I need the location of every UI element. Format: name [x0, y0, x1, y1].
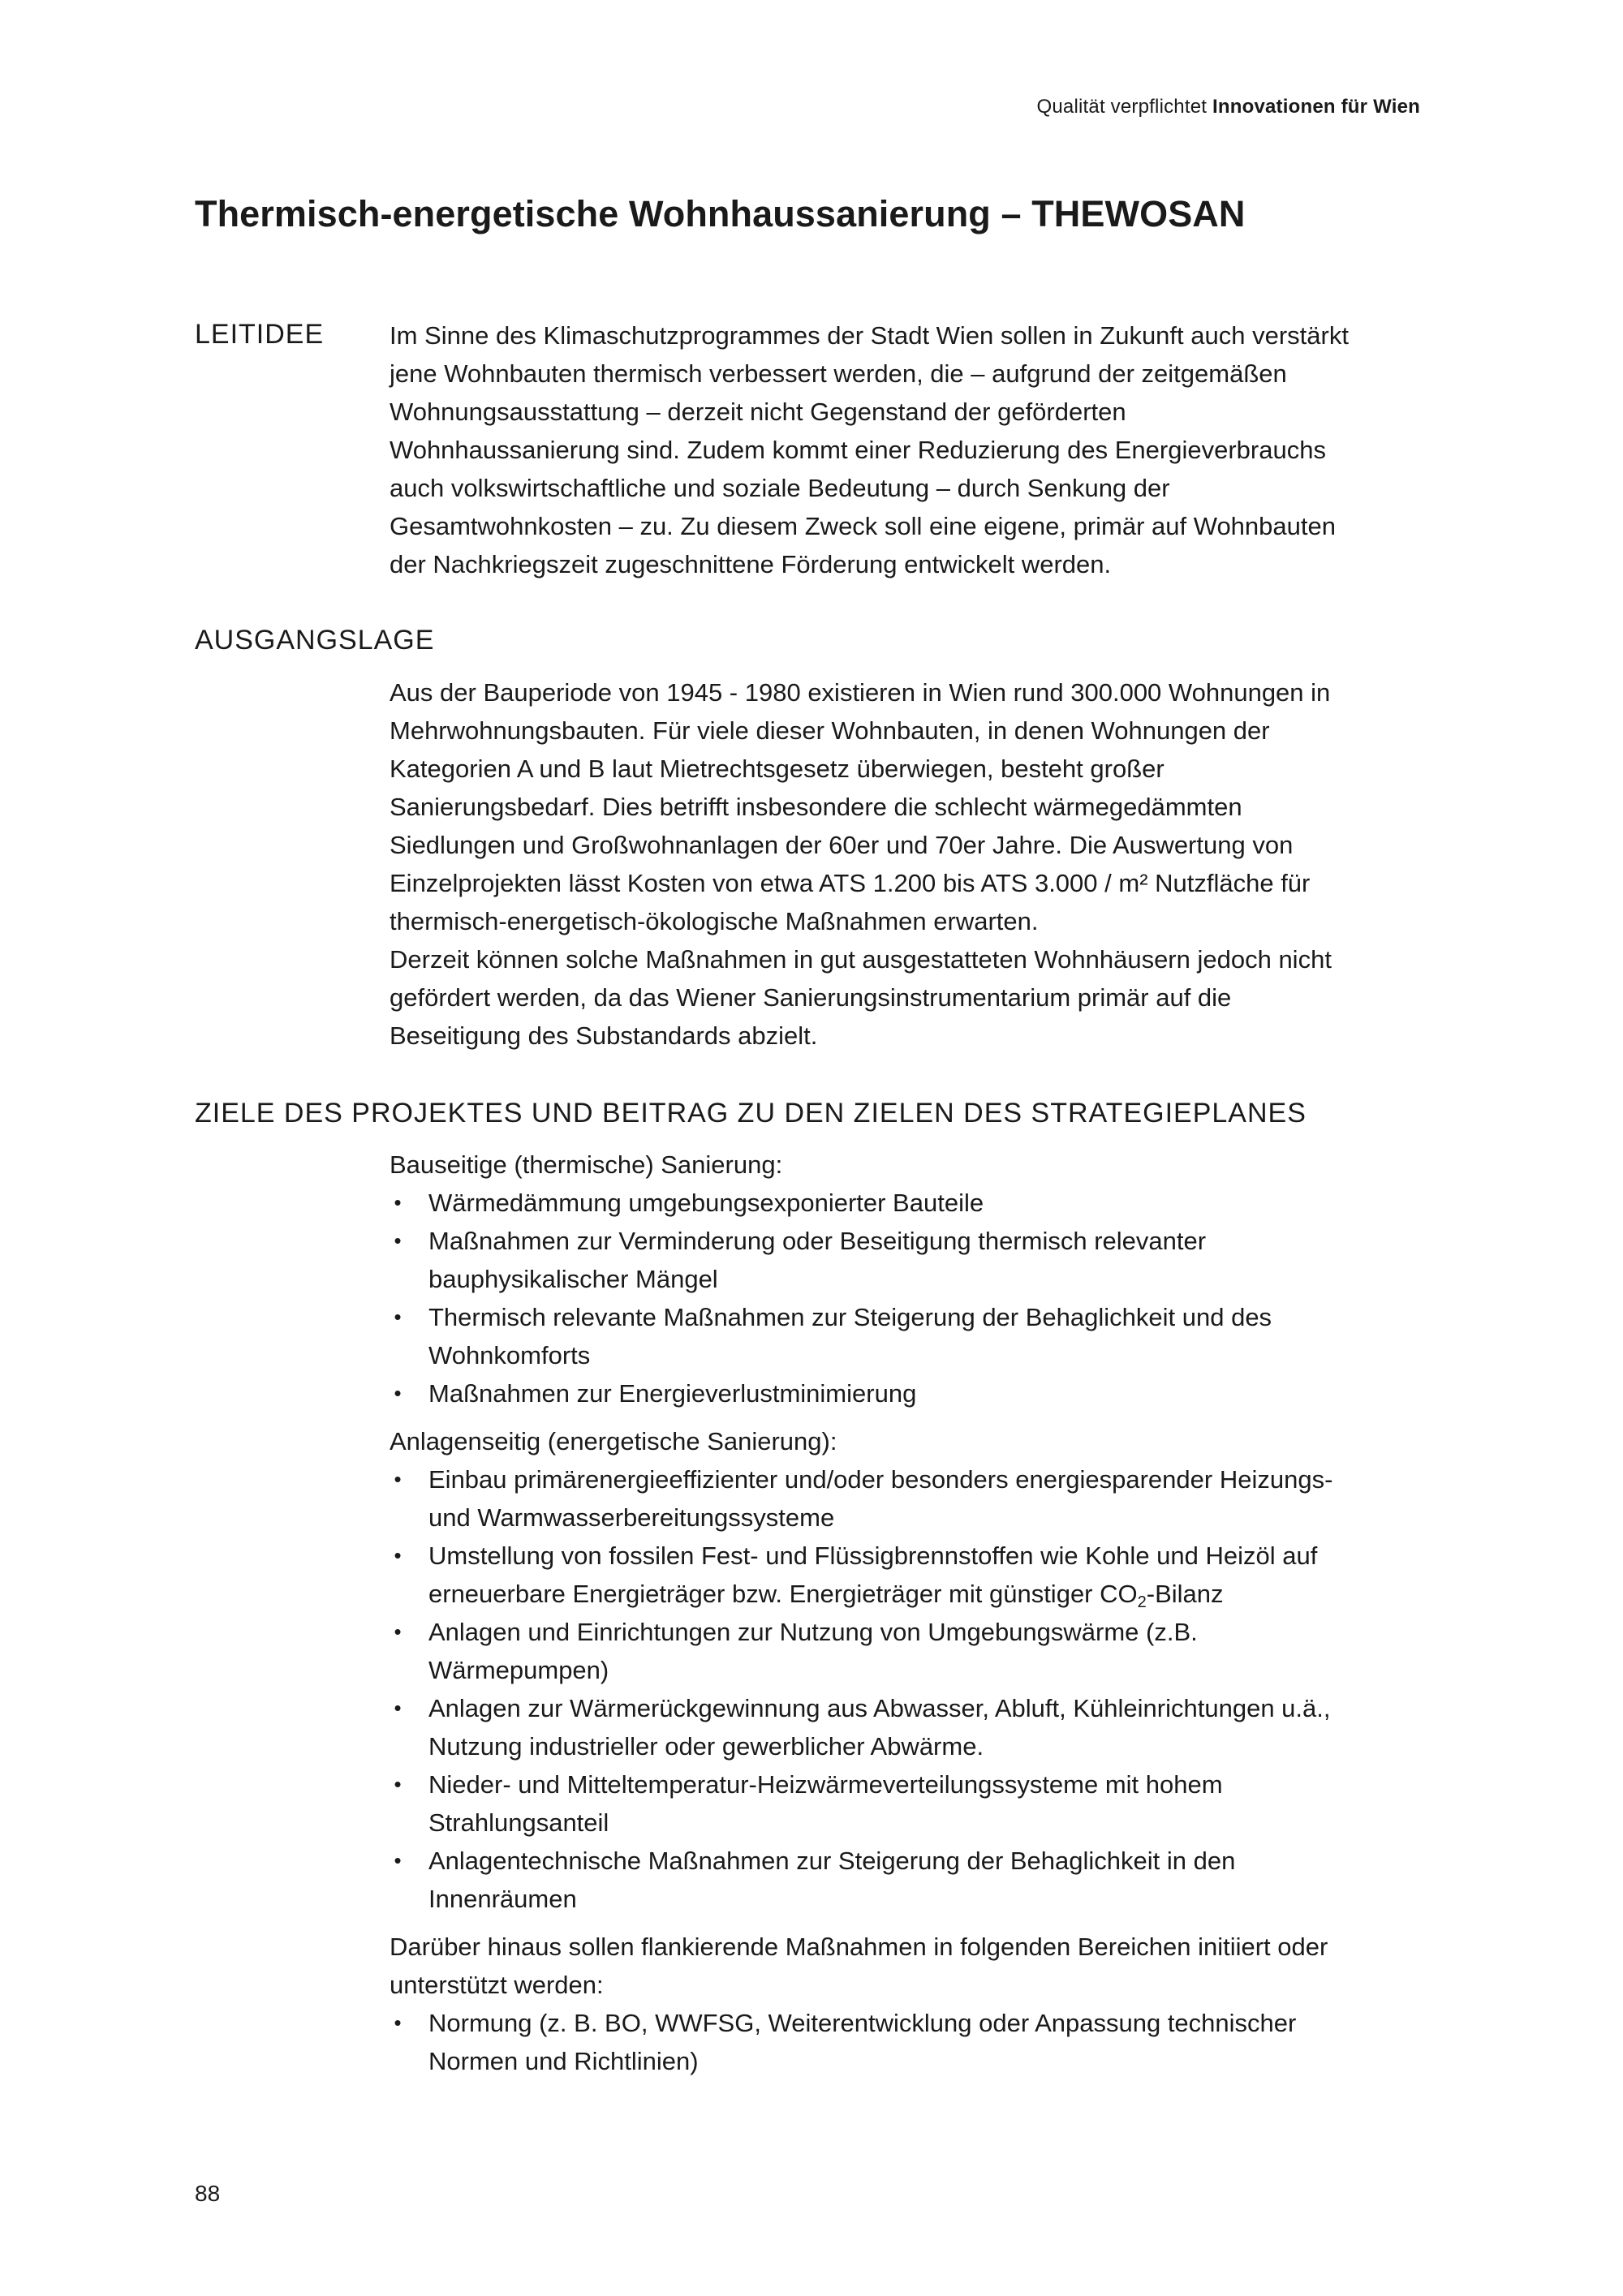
list-item: • Thermisch relevante Maßnahmen zur Steigerung der Behaglichkeit und des Wohnkomforts [390, 1298, 1444, 1374]
list-item: • Maßnahmen zur Energieverlustminimierung [390, 1374, 1444, 1412]
text-line: Beseitigung des Substandards abzielt. [390, 1021, 818, 1050]
section-label-ziele: ZIELE DES PROJEKTES UND BEITRAG ZU DEN ZIELEN DES STRATEGIEPLANES [195, 1098, 1307, 1129]
subheading-anlagenseitig: Anlagenseitig (energetische Sanierung): [390, 1427, 837, 1455]
text-line: Derzeit können solche Maßnahmen in gut ausgestatteten Wohnhäusern jedoch nicht [390, 945, 1332, 974]
text-line: Mehrwohnungsbauten. Für viele dieser Wohnbauten, in denen Wohnungen der [390, 716, 1270, 745]
bullet-icon: • [394, 1381, 402, 1405]
list-item: • Nieder- und Mitteltemperatur-Heizwärmeverteilungssysteme mit hohem Strahlungsanteil [390, 1765, 1444, 1842]
text-line: gefördert werden, da das Wiener Sanierungsinstrumentarium primär auf die [390, 983, 1232, 1012]
bullet-icon: • [394, 1305, 402, 1329]
leitidee-text [390, 316, 1444, 583]
bullet-icon: • [394, 1619, 402, 1644]
text-line: Gesamtwohnkosten – zu. Zu diesem Zweck soll eine eigene, primär auf Wohnbauten [390, 512, 1336, 540]
bullet-icon: • [394, 1228, 402, 1253]
bullet-icon: • [394, 1190, 402, 1215]
anlagenseitig-list [390, 1460, 1444, 1918]
list-item: • Wärmedämmung umgebungsexponierter Bauteile [390, 1184, 1444, 1222]
text-line: unterstützt werden: [390, 1971, 604, 1999]
list-item: • Einbau primärenergieeffizienter und/oder besonders energiesparender Heizungs- und Warmwasserbereitungssysteme [390, 1460, 1444, 1537]
text-line: Im Sinne des Klimaschutzprogrammes der Stadt Wien sollen in Zukunft auch verstärkt [390, 321, 1349, 350]
text-line: Kategorien A und B laut Mietrechtsgesetz überwiegen, besteht großer [390, 755, 1165, 783]
flankierend-text [390, 1928, 1444, 2004]
list-item: • Umstellung von fossilen Fest- und Flüssigbrennstoffen wie Kohle und Heizöl auf erneuerbare Energieträger bzw. Energieträger mit günstiger $CO_2$-Bilanz [390, 1537, 1444, 1613]
header-suffix: Innovationen für Wien [1212, 96, 1420, 118]
subheading-bauseitig: Bauseitige (thermische) Sanierung: [390, 1150, 783, 1179]
page-title: Thermisch-energetische Wohnhaussanierung – THEWOSAN [195, 193, 1246, 234]
bauseitig-list [390, 1184, 1444, 1412]
page-number: 88 [195, 2181, 221, 2206]
list-item: • Maßnahmen zur Verminderung oder Beseitigung thermisch relevanter bauphysikalischer Mängel [390, 1222, 1444, 1298]
ausgangslage-text [390, 673, 1444, 1055]
text-line: jene Wohnbauten thermisch verbessert werden, die – aufgrund der zeitgemäßen [390, 359, 1287, 388]
text-line: Wohnhaussanierung sind. Zudem kommt einer Reduzierung des Energieverbrauchs [390, 436, 1326, 464]
text-line: thermisch-energetisch-ökologische Maßnahmen erwarten. [390, 907, 1039, 935]
text-line: Einzelprojekten lässt Kosten von etwa ATS 1.200 bis ATS 3.000 / m² Nutzfläche für [390, 869, 1311, 897]
bullet-icon: • [394, 2010, 402, 2035]
section-label-leitidee: LEITIDEE [195, 319, 325, 350]
text-line: Aus der Bauperiode von 1945 - 1980 existieren in Wien rund 300.000 Wohnungen in [390, 678, 1331, 707]
flankierend-list [390, 2004, 1444, 2080]
text-line: Siedlungen und Großwohnanlagen der 60er und 70er Jahre. Die Auswertung von [390, 831, 1294, 859]
ziele-text [390, 1146, 1444, 2080]
list-item: • Anlagen zur Wärmerückgewinnung aus Abwasser, Abluft, Kühleinrichtungen u.ä., Nutzung industrieller oder gewerblicher Abwärme. [390, 1689, 1444, 1765]
list-item: • Anlagen und Einrichtungen zur Nutzung von Umgebungswärme (z.B. Wärmepumpen) [390, 1613, 1444, 1689]
text-line: auch volkswirtschaftliche und soziale Bedeutung – durch Senkung der [390, 474, 1170, 502]
bullet-icon: • [394, 1543, 402, 1567]
list-item: • Normung (z. B. BO, WWFSG, Weiterentwicklung oder Anpassung technischer Normen und Richtlinien) [390, 2004, 1444, 2080]
bullet-icon: • [394, 1696, 402, 1720]
text-line: der Nachkriegszeit zugeschnittene Förderung entwickelt werden. [390, 550, 1112, 578]
bullet-icon: • [394, 1848, 402, 1872]
text-line: Darüber hinaus sollen flankierende Maßnahmen in folgenden Bereichen initiiert oder [390, 1933, 1328, 1961]
header-prefix: Qualität verpflichtet [1036, 96, 1208, 118]
bullet-icon: • [394, 1467, 402, 1491]
running-header [1037, 96, 1421, 118]
co2-line: erneuerbare Energieträger bzw. Energieträger mit günstiger $CO_2$-Bilanz [428, 1580, 1224, 1611]
text-line: Wohnungsausstattung – derzeit nicht Gegenstand der geförderten [390, 398, 1126, 426]
section-label-ausgangslage: AUSGANGSLAGE [195, 625, 435, 656]
bullet-icon: • [394, 1772, 402, 1796]
list-item: • Anlagentechnische Maßnahmen zur Steigerung der Behaglichkeit in den Innenräumen [390, 1842, 1444, 1918]
text-line: Sanierungsbedarf. Dies betrifft insbesondere die schlecht wärmegedämmten [390, 793, 1242, 821]
